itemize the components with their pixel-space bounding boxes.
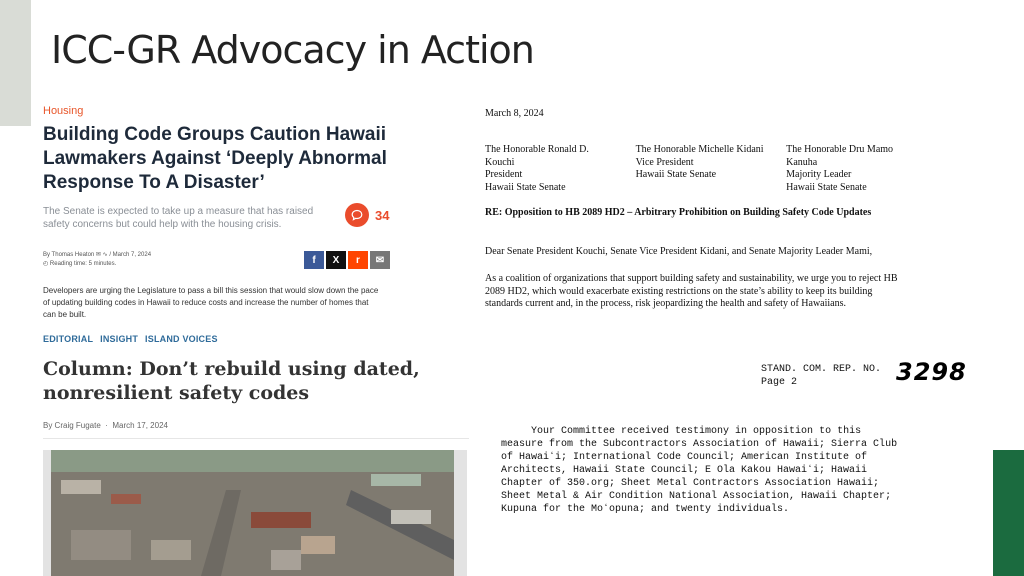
article-summary: Developers are urging the Legislature to pass a bill this session that would slow down the pace of updating building codes in Hawaii to reduce costs and increase the number of homes that can be built. bbox=[43, 286, 379, 319]
slide-title: ICC-GR Advocacy in Action bbox=[51, 28, 534, 72]
addressee-line: The Honorable Dru Mamo bbox=[786, 144, 894, 155]
addressee-line: The Honorable Michelle Kidani bbox=[635, 144, 764, 155]
comment-icon bbox=[345, 203, 369, 227]
tag-insight[interactable]: INSIGHT bbox=[100, 334, 139, 344]
report-number-label: STAND. COM. REP. NO. bbox=[761, 364, 882, 375]
addressee-line: Kouchi bbox=[485, 156, 515, 168]
letter-salutation: Dear Senate President Kouchi, Senate Vice President Kidani, and Senate Majority Leader Mami, bbox=[485, 246, 873, 257]
comments-button[interactable] bbox=[345, 203, 389, 227]
committee-report-body: Your Committee received testimony in opposition to this measure from the Subcontractors Association of Hawaii; Sierra Club of Hawaiʻi; International Code Council; American Institute of Architects, Hawaii State Council; E Ola Kakou Hawaiʻi; Hawaii Chapter of 350.org; Sheet Metal Contractors Association Hawaii; Sheet Metal & Air Condition National Association, Hawaii Chapter; Kupuna for the Moʻopuna; and twenty individuals. bbox=[501, 426, 898, 515]
addressee-line: Hawaii State Senate bbox=[485, 181, 566, 193]
reading-time: Reading time: 5 minutes. bbox=[49, 261, 117, 267]
rss-icon[interactable]: ∿ bbox=[102, 252, 108, 258]
decorative-right-bar bbox=[993, 450, 1024, 576]
coalition-letter bbox=[485, 108, 905, 311]
letter-date: March 8, 2024 bbox=[485, 108, 544, 119]
article-civil-beat bbox=[43, 105, 393, 321]
letter-subject: RE: Opposition to HB 2089 HD2 – Arbitrary Prohibition on Building Safety Code Updates bbox=[485, 207, 872, 218]
column-date: March 17, 2024 bbox=[112, 421, 168, 430]
addressee-line: Hawaii State Senate bbox=[786, 181, 867, 193]
tag-island-voices[interactable]: ISLAND VOICES bbox=[145, 334, 218, 344]
publish-date: March 7, 2024 bbox=[112, 252, 152, 258]
clock-icon: ◴ bbox=[43, 261, 49, 267]
date-separator: / bbox=[109, 252, 111, 258]
email-icon[interactable]: ✉ bbox=[95, 252, 101, 258]
addressee-line: Hawaii State Senate bbox=[635, 169, 717, 180]
addressee-line: Kanuha bbox=[786, 156, 818, 168]
x-share-button[interactable]: X bbox=[326, 251, 346, 269]
author-name[interactable]: By Thomas Heaton bbox=[43, 252, 95, 258]
aerial-photo bbox=[43, 450, 467, 576]
facebook-share-button[interactable]: f bbox=[304, 251, 324, 269]
column-headline[interactable]: Column: Don’t rebuild using dated, nonresilient safety codes bbox=[43, 358, 420, 404]
byline-block bbox=[43, 251, 151, 269]
article-dek: The Senate is expected to take up a measure that has raised safety concerns but could help with the housing crisis. bbox=[43, 206, 314, 230]
addressee-line: Vice President bbox=[635, 156, 694, 168]
article-meta bbox=[43, 251, 390, 269]
email-share-button[interactable]: ✉ bbox=[370, 251, 390, 269]
letter-body: As a coalition of organizations that support building safety and sustainability, we urge you to reject HB 2089 HD2, which would exacerbate existing restrictions on the state’s ability to keep its building standards current and, in the process, risk jeopardizing the health and safety of Hawaiians. bbox=[485, 273, 898, 309]
report-page: Page 2 bbox=[761, 377, 798, 388]
decorative-left-bar bbox=[0, 0, 31, 126]
addressee-vice-president bbox=[636, 144, 787, 194]
addressees bbox=[485, 144, 905, 194]
comment-count: 34 bbox=[375, 207, 390, 223]
addressee-line: Majority Leader bbox=[786, 169, 852, 180]
burned-town-aerial-image bbox=[51, 450, 454, 576]
article-headline[interactable]: Building Code Groups Caution Hawaii Lawmakers Against ‘Deeply Abnormal Response To A Disaster’ bbox=[43, 124, 387, 193]
addressee-majority-leader bbox=[786, 144, 905, 194]
byline-separator: · bbox=[105, 421, 108, 430]
tag-editorial[interactable]: EDITORIAL bbox=[43, 334, 94, 344]
share-buttons bbox=[304, 251, 390, 269]
handwritten-report-number: 3298 bbox=[896, 358, 967, 386]
reddit-share-button[interactable]: r bbox=[348, 251, 368, 269]
column-byline bbox=[43, 421, 469, 439]
article-category-link[interactable]: Housing bbox=[43, 105, 84, 117]
committee-report-header bbox=[761, 363, 881, 389]
article-column bbox=[43, 334, 469, 439]
column-author[interactable]: By Craig Fugate bbox=[43, 421, 101, 430]
addressee-line: The Honorable Ronald D. bbox=[485, 144, 589, 155]
addressee-president bbox=[485, 144, 636, 194]
article-tags bbox=[43, 334, 469, 344]
dek-row bbox=[43, 205, 393, 231]
addressee-line: President bbox=[485, 169, 523, 180]
